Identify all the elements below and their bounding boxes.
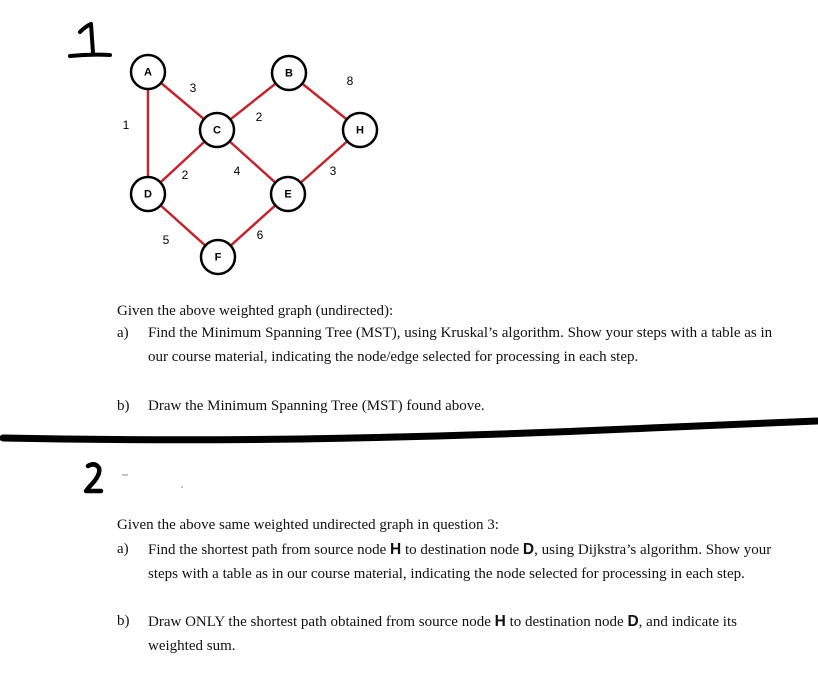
question2-a-text-1: Find the shortest path from source node bbox=[148, 542, 391, 558]
node-label: B bbox=[285, 67, 293, 80]
question2-b-text-2: to destination node bbox=[505, 614, 628, 630]
node-c bbox=[200, 113, 234, 147]
handwritten-number-one bbox=[70, 24, 110, 56]
edge-weight-label: 3 bbox=[189, 81, 197, 96]
question2-b-body bbox=[148, 610, 777, 658]
edge-weight-label: 4 bbox=[233, 164, 241, 179]
edge-weight-label: 1 bbox=[122, 118, 130, 133]
question2-intro: Given the above same weighted undirected graph in question 3: bbox=[117, 517, 499, 533]
edge-weight-label: 2 bbox=[181, 168, 189, 183]
handwritten-number-two bbox=[86, 464, 101, 491]
question2-a-dest-node: D bbox=[522, 541, 535, 558]
question2-a-body bbox=[148, 538, 777, 586]
node-a bbox=[131, 55, 165, 89]
node-label: F bbox=[214, 251, 222, 264]
graph-edges bbox=[148, 72, 360, 257]
section-divider bbox=[3, 421, 817, 440]
edge-weight-label: 3 bbox=[329, 164, 337, 179]
question1-a-text: Find the Minimum Spanning Tree (MST), using Kruskal’s algorithm. Show your steps with a table as in our course material, indicating the node/edge selected for processing in each step. bbox=[148, 325, 773, 365]
node-b bbox=[272, 56, 306, 90]
edge-weight-label: 6 bbox=[256, 228, 264, 243]
question2-a-text-3: , using Dijkstra’s algorithm. Show your steps with a table as in our course material, indicating the node selected for processing in each step. bbox=[148, 542, 772, 582]
question2-b-text-1: Draw ONLY the shortest path obtained from source node bbox=[148, 614, 495, 630]
question1-a-marker: a) bbox=[117, 325, 129, 341]
question1-part-b bbox=[117, 395, 777, 419]
edge-weight-label: 8 bbox=[346, 74, 354, 89]
node-label: E bbox=[284, 188, 292, 201]
question2-a-marker: a) bbox=[117, 541, 129, 557]
question2-b-marker: b) bbox=[117, 613, 130, 629]
node-label: A bbox=[144, 66, 152, 79]
node-h bbox=[343, 113, 377, 147]
question2-a-source-node: H bbox=[390, 541, 402, 558]
question2-part-b bbox=[117, 610, 777, 658]
graph-weights bbox=[123, 74, 354, 247]
node-label: H bbox=[356, 124, 364, 137]
question1-part-a bbox=[117, 322, 777, 369]
edge-weight-label: 2 bbox=[255, 110, 263, 125]
node-label: D bbox=[144, 188, 152, 201]
question2-b-dest-node: D bbox=[627, 613, 639, 630]
question2-a-text-2: to destination node bbox=[401, 542, 523, 558]
edge-weight-label: 5 bbox=[162, 233, 170, 248]
question2-b-text-3: , and indicate its weighted sum. bbox=[148, 614, 737, 654]
question1-b-marker: b) bbox=[117, 398, 130, 414]
question2-b-source-node: H bbox=[494, 613, 506, 630]
question2-part-a bbox=[117, 538, 777, 586]
node-f bbox=[201, 240, 235, 274]
question1-intro: Given the above weighted graph (undirected): bbox=[117, 303, 394, 319]
node-d bbox=[131, 177, 165, 211]
node-label: C bbox=[213, 124, 221, 137]
question1-b-text: Draw the Minimum Spanning Tree (MST) found above. bbox=[148, 398, 485, 414]
node-e bbox=[271, 177, 305, 211]
